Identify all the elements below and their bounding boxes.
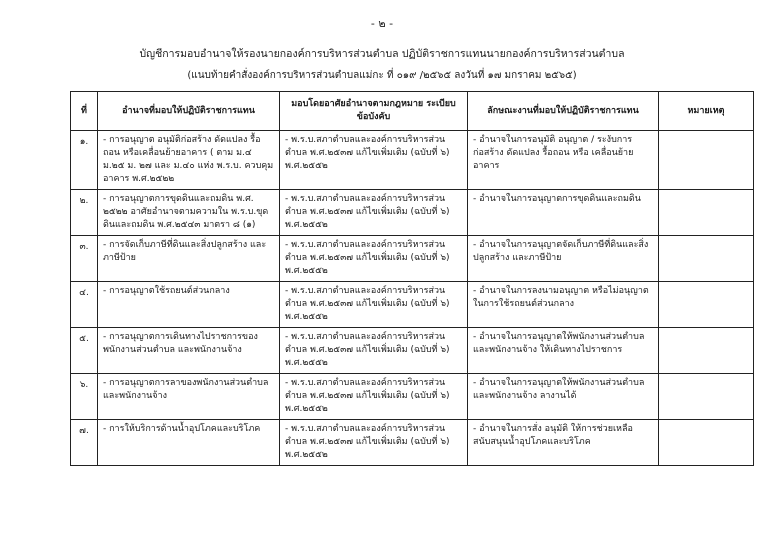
document-subtitle: (แนบท้ายคำสั่งองค์การบริหารส่วนตำบลแม่กะ ที่ ๐๑๙ /๒๕๖๕ ลงวันที่ ๑๗ มกราคม ๒๕๖๕) (187, 70, 577, 81)
cell-no: ๒. (71, 190, 98, 236)
page-number: - ๒ - (370, 17, 394, 30)
delegation-table (70, 91, 754, 466)
table-header-row (71, 92, 754, 131)
table-row (71, 236, 754, 282)
header-nature: ลักษณะงานที่มอบให้ปฏิบัติราชการแทน (468, 92, 659, 131)
cell-remark (659, 328, 754, 374)
cell-remark (659, 190, 754, 236)
cell-authority: - การอนุญาตการเดินทางไปราชการของพนักงานส่วนตำบล และพนักงานจ้าง (98, 328, 280, 374)
table-row (71, 190, 754, 236)
cell-remark (659, 236, 754, 282)
cell-law: - พ.ร.บ.สภาตำบลและองค์การบริหารส่วนตำบล พ.ศ.๒๕๓๗ แก้ไขเพิ่มเติม (ฉบับที่ ๖) พ.ศ.๒๕๕๒ (280, 282, 468, 328)
cell-remark (659, 282, 754, 328)
cell-no: ๑. (71, 131, 98, 190)
cell-authority: - การอนุญาตการลาของพนักงานส่วนตำบลและพนักงานจ้าง (98, 374, 280, 420)
header-remark: หมายเหตุ (659, 92, 754, 131)
cell-nature: - อำนาจในการอนุญาตให้พนักงานส่วนตำบล และพนักงานจ้าง ลางานได้ (468, 374, 659, 420)
cell-law: - พ.ร.บ.สภาตำบลและองค์การบริหารส่วนตำบล พ.ศ.๒๕๓๗ แก้ไขเพิ่มเติม (ฉบับที่ ๖) พ.ศ.๒๕๕๒ (280, 328, 468, 374)
cell-remark (659, 420, 754, 466)
cell-authority: - การจัดเก็บภาษีที่ดินและสิ่งปลูกสร้าง และภาษีป้าย (98, 236, 280, 282)
cell-no: ๗. (71, 420, 98, 466)
cell-nature: - อำนาจในการอนุญาตให้พนักงานส่วนตำบล และพนักงานจ้าง ให้เดินทางไปราชการ (468, 328, 659, 374)
cell-nature: - อำนาจในการลงนามอนุญาต หรือไม่อนุญาตในการใช้รถยนต์ส่วนกลาง (468, 282, 659, 328)
cell-authority: - การให้บริการด้านน้ำอุปโภคและบริโภค (98, 420, 280, 466)
header-law: มอบโดยอาศัยอำนาจตามกฎหมาย ระเบียบ ข้อบังคับ (280, 92, 468, 131)
header-authority: อำนาจที่มอบให้ปฏิบัติราชการแทน (98, 92, 280, 131)
cell-law: - พ.ร.บ.สภาตำบลและองค์การบริหารส่วนตำบล พ.ศ.๒๕๓๗ แก้ไขเพิ่มเติม (ฉบับที่ ๖) พ.ศ.๒๕๕๒ (280, 236, 468, 282)
cell-remark (659, 374, 754, 420)
cell-law: - พ.ร.บ.สภาตำบลและองค์การบริหารส่วนตำบล พ.ศ.๒๕๓๗ แก้ไขเพิ่มเติม (ฉบับที่ ๖) พ.ศ.๒๕๕๒ (280, 190, 468, 236)
cell-authority: - การอนุญาตใช้รถยนต์ส่วนกลาง (98, 282, 280, 328)
cell-law: - พ.ร.บ.สภาตำบลและองค์การบริหารส่วนตำบล พ.ศ.๒๕๓๗ แก้ไขเพิ่มเติม (ฉบับที่ ๖) พ.ศ.๒๕๕๒ (280, 374, 468, 420)
cell-nature: - อำนาจในการอนุญาตจัดเก็บภาษีที่ดินและสิ่งปลูกสร้าง และภาษีป้าย (468, 236, 659, 282)
table-row (71, 374, 754, 420)
cell-authority: - การอนุญาตการขุดดินและถมดิน พ.ศ. ๒๕๒๒ อาศัยอำนาจตามความใน พ.ร.บ.ขุดดินและถมดิน พ.ศ.๒๕๔๓ มาตรา ๘ (๑) (98, 190, 280, 236)
cell-no: ๕. (71, 328, 98, 374)
cell-no: ๔. (71, 282, 98, 328)
table-row (71, 420, 754, 466)
cell-remark (659, 131, 754, 190)
cell-nature: - อำนาจในการสั่ง อนุมัติ ให้การช่วยเหลือสนับสนุนน้ำอุปโภคและบริโภค (468, 420, 659, 466)
header-no: ที่ (71, 92, 98, 131)
cell-law: - พ.ร.บ.สภาตำบลและองค์การบริหารส่วนตำบล พ.ศ.๒๕๓๗ แก้ไขเพิ่มเติม (ฉบับที่ ๖) พ.ศ.๒๕๕๒ (280, 420, 468, 466)
cell-no: ๖. (71, 374, 98, 420)
table-row (71, 282, 754, 328)
table-row (71, 131, 754, 190)
cell-nature: - อำนาจในการอนุญาตการขุดดินและถมดิน (468, 190, 659, 236)
document-title: บัญชีการมอบอำนาจให้รองนายกองค์การบริหารส่วนตำบล ปฏิบัติราชการแทนนายกองค์การบริหารส่วนตำบล (139, 48, 625, 60)
table-row (71, 328, 754, 374)
cell-law: - พ.ร.บ.สภาตำบลและองค์การบริหารส่วนตำบล พ.ศ.๒๕๓๗ แก้ไขเพิ่มเติม (ฉบับที่ ๖) พ.ศ.๒๕๕๒ (280, 131, 468, 190)
cell-nature: - อำนาจในการอนุมัติ อนุญาต / ระงับการก่อสร้าง ดัดแปลง รื้อถอน หรือ เคลื่อนย้ายอาคาร (468, 131, 659, 190)
cell-no: ๓. (71, 236, 98, 282)
cell-authority: - การอนุญาต อนุมัติก่อสร้าง ดัดแปลง รื้อถอน หรือเคลื่อนย้ายอาคาร ( ตาม ม.๔ ม.๒๕ ม. ๒๗ และ ม.๔๐ แห่ง พ.ร.บ. ควบคุมอาคาร พ.ศ.๒๕๒๒ (98, 131, 280, 190)
